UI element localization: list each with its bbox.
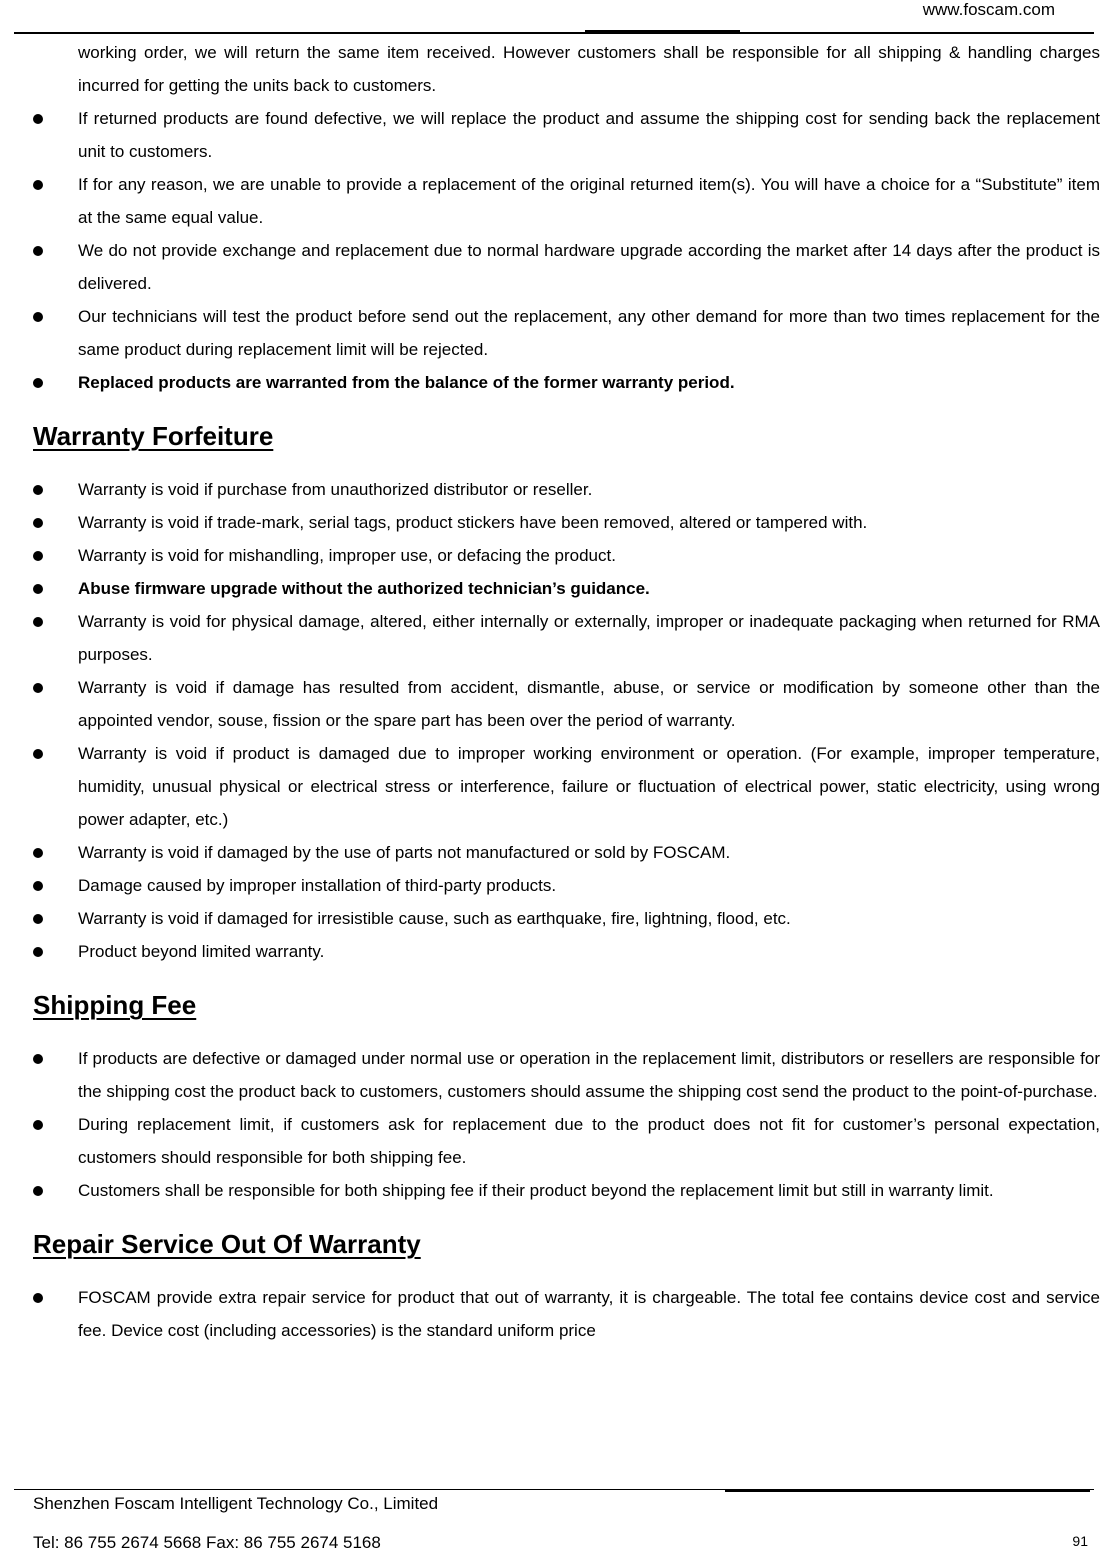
list-item-text: Warranty is void if damage has resulted from accident, dismantle, abuse, or service or modification by someone other than the appointed vendor, souse, fission or the spare part has been over the period of warranty. <box>78 678 1100 730</box>
site-url: www.foscam.com <box>922 0 1055 19</box>
bullet-icon <box>33 683 43 693</box>
list-item <box>33 234 1100 300</box>
footer-divider-accent <box>725 1489 1090 1492</box>
bullet-icon <box>33 881 43 891</box>
bullet-icon <box>33 1186 43 1196</box>
bullet-icon <box>33 114 43 124</box>
list-item-text: Warranty is void if damaged for irresistible cause, such as earthquake, fire, lightning, flood, etc. <box>78 909 791 928</box>
list-item-text: If returned products are found defective, we will replace the product and assume the shipping cost for sending back the replacement unit to customers. <box>78 109 1100 161</box>
bullet-icon <box>33 947 43 957</box>
header-divider <box>14 32 1094 34</box>
list-item <box>33 473 1100 506</box>
list-item-text: During replacement limit, if customers ask for replacement due to the product does not fit for customer’s personal expectation, customers should responsible for both shipping fee. <box>78 1115 1100 1167</box>
list-item <box>33 836 1100 869</box>
bullet-icon <box>33 749 43 759</box>
bullet-icon <box>33 551 43 561</box>
list-item-text: Warranty is void for mishandling, improper use, or defacing the product. <box>78 546 616 565</box>
list-item-text: Warranty is void if product is damaged due to improper working environment or operation. (For example, improper temperature, humidity, unusual physical or electrical stress or interference, failure or fluctuation of electrical power, static electricity, using wrong power adapter, etc.) <box>78 744 1100 829</box>
header-divider-accent <box>585 30 740 33</box>
list-item-text: Replaced products are warranted from the balance of the former warranty period. <box>78 373 735 392</box>
list-item-text: Customers shall be responsible for both shipping fee if their product beyond the replacement limit but still in warranty limit. <box>78 1181 994 1200</box>
list-item <box>33 1108 1100 1174</box>
list-item <box>33 605 1100 671</box>
shipping-fee-heading: Shipping Fee <box>33 990 197 1020</box>
bullet-icon <box>33 312 43 322</box>
list-item-text: We do not provide exchange and replacement due to normal hardware upgrade according the market after 14 days after the product is delivered. <box>78 241 1100 293</box>
bullet-icon <box>33 180 43 190</box>
footer-company: Shenzhen Foscam Intelligent Technology Co., Limited <box>33 1494 439 1513</box>
bullet-icon <box>33 485 43 495</box>
list-item-text: Our technicians will test the product before send out the replacement, any other demand for more than two times replacement for the same product during replacement limit will be rejected. <box>78 307 1100 359</box>
bullet-icon <box>33 518 43 528</box>
bullet-icon <box>33 617 43 627</box>
list-item-text: Abuse firmware upgrade without the authorized technician’s guidance. <box>78 579 650 598</box>
list-item <box>33 506 1100 539</box>
list-item-text: Warranty is void if damaged by the use of parts not manufactured or sold by FOSCAM. <box>78 843 731 862</box>
list-item <box>33 737 1100 836</box>
list-item <box>33 935 1100 968</box>
list-item-text: Product beyond limited warranty. <box>78 942 325 961</box>
replacement-list <box>33 102 1100 399</box>
list-item <box>33 869 1100 902</box>
bullet-icon <box>33 584 43 594</box>
page-number: 91 <box>1072 1533 1088 1549</box>
list-item <box>33 572 1100 605</box>
shipping-fee-list <box>33 1042 1100 1207</box>
bullet-icon <box>33 246 43 256</box>
list-item <box>33 539 1100 572</box>
list-item <box>33 671 1100 737</box>
list-item-text: FOSCAM provide extra repair service for product that out of warranty, it is chargeable. The total fee contains device cost and service fee. Device cost (including accessories) is the standard uniform price <box>78 1288 1100 1340</box>
list-item-text: Damage caused by improper installation of third-party products. <box>78 876 557 895</box>
footer-contact: Tel: 86 755 2674 5668 Fax: 86 755 2674 5168 <box>33 1533 381 1552</box>
repair-service-list <box>33 1281 1100 1347</box>
list-item <box>33 1174 1100 1207</box>
list-item-text: Warranty is void if trade-mark, serial tags, product stickers have been removed, altered or tampered with. <box>78 513 868 532</box>
list-item <box>33 1042 1100 1108</box>
list-item <box>33 300 1100 366</box>
list-item-text: Warranty is void if purchase from unauthorized distributor or reseller. <box>78 480 593 499</box>
bullet-icon <box>33 1293 43 1303</box>
page-content <box>33 36 1100 1347</box>
list-item <box>33 366 1100 399</box>
bullet-icon <box>33 378 43 388</box>
bullet-icon <box>33 1054 43 1064</box>
list-item-text: Warranty is void for physical damage, altered, either internally or externally, improper or inadequate packaging when returned for RMA purposes. <box>78 612 1100 664</box>
list-item <box>33 168 1100 234</box>
list-item-text: If products are defective or damaged under normal use or operation in the replacement limit, distributors or resellers are responsible for the shipping cost the product back to customers, customers should assume the shipping cost send the product to the point-of-purchase. <box>78 1049 1100 1101</box>
bullet-icon <box>33 914 43 924</box>
list-item <box>33 902 1100 935</box>
bullet-icon <box>33 848 43 858</box>
warranty-forfeiture-list <box>33 473 1100 968</box>
continuation-paragraph: working order, we will return the same item received. However customers shall be responsible for all shipping & handling charges incurred for getting the units back to customers. <box>78 43 1100 95</box>
warranty-forfeiture-heading: Warranty Forfeiture <box>33 421 274 451</box>
list-item-text: If for any reason, we are unable to provide a replacement of the original returned item(s). You will have a choice for a “Substitute” item at the same equal value. <box>78 175 1100 227</box>
list-item <box>33 1281 1100 1347</box>
list-item <box>33 102 1100 168</box>
bullet-icon <box>33 1120 43 1130</box>
repair-service-heading: Repair Service Out Of Warranty <box>33 1229 421 1259</box>
